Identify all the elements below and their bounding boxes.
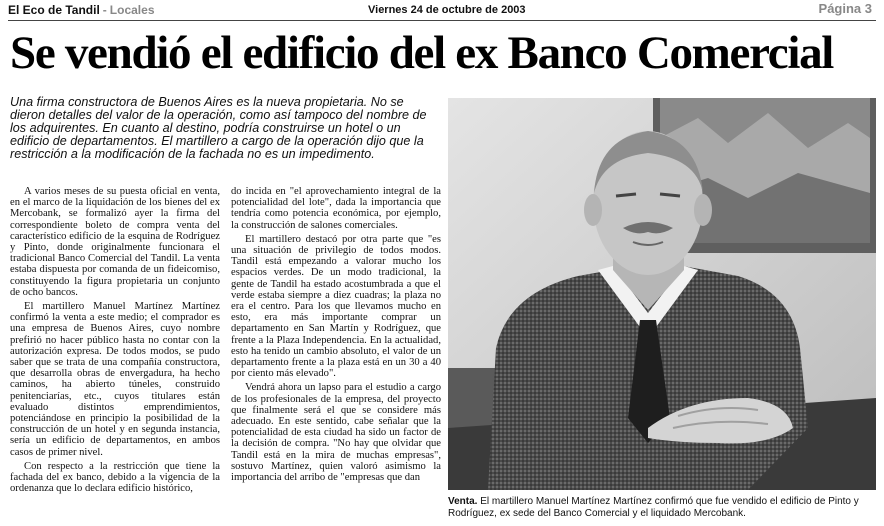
body-paragraph: El martillero Manuel Martínez Martínez confirmó la venta a este medio; el comprador es una empresa de Buenos Aires, cuyo nombre prefirió no hacer público hasta no contar con la autorización expresa. De todos modos, se pudo saber que se trata de una compañía constructora, que desarrolla obras de envergadura, ha hecho caminos, ha abierto túneles, construido penitenciarías, etc., cuyos titulares están evaluado distintos emprendimientos, potenciándose en principio la posibilidad de la construcción de un hotel y en segunda instancia, sería un edificio de departamentos, en ambos casos de primer nivel.: [10, 301, 220, 458]
body-paragraph: Con respecto a la restricción que tiene la fachada del ex banco, debido a la vigencia de la ordenanza que lo declara edificio histórico,: [10, 460, 220, 495]
lead-paragraph: Una firma constructora de Buenos Aires es la nueva propietaria. No se dieron detalles del valor de la operación, como así tampoco del nombre de los adquirentes. En cuanto al destino, podría construirse un hotel o un edificio de departamentos. El martillero a cargo de la operación dijo que la restricción a la modificación de la fachada no es un impedimento.: [10, 95, 427, 161]
issue-date: Viernes 24 de octubre de 2003: [368, 4, 526, 16]
newspaper-name: El Eco de Tandil: [8, 3, 100, 17]
photo-caption: [448, 496, 878, 520]
news-photo: [448, 98, 876, 490]
caption-label: Venta.: [448, 496, 478, 507]
body-column-1: [10, 186, 220, 526]
masthead: [8, 3, 155, 17]
body-column-2: [231, 186, 441, 526]
page-header: [8, 0, 876, 21]
body-paragraph: Vendrá ahora un lapso para el estudio a cargo de los profesionales de la empresa, del proyecto que finalmente será el que se considere más adecuado. En este sentido, cabe señalar que la potencialidad de esta ciudad ha sido un factor de la decisión de compra. "No hay que olvidar que Tandil está en la mira de muchas empresas", sostuvo Martínez, quien valoró asimismo la importancia del arribo de "empresas que dan: [231, 382, 441, 484]
header-separator: -: [102, 3, 107, 17]
body-paragraph: do incida en "el aprovechamiento integral de la potencialidad del lote", dada la importancia que tendría como potencia económica, por ejemplo, la construcción de salones comerciales.: [231, 186, 441, 231]
section-name: Locales: [109, 3, 155, 17]
photo-illustration: [448, 98, 876, 490]
page-number: Página 3: [818, 1, 872, 16]
body-paragraph: A varios meses de su puesta oficial en venta, en el marco de la liquidación de los bienes del ex Mercobank, se formalizó ayer la firma del correspondiente boleto de compra venta del característico edificio de la esquina de Rodríguez y Pinto, donde originalmente funcionara el tradicional Banco Comercial del Tandil. La venta estaba dispuesta por comanda de un fideicomiso, constituyendo la figura propietaria un conjunto de ocho bancos.: [10, 186, 220, 298]
headline: Se vendió el edificio del ex Banco Comercial: [10, 27, 834, 79]
caption-text: El martillero Manuel Martínez Martínez confirmó que fue vendido el edificio de Pinto y Rodríguez, ex sede del Banco Comercial y el liquidado Mercobank.: [448, 496, 859, 519]
body-paragraph: El martillero destacó por otra parte que "es una situación de privilegio de todos modos. Tandil está empezando a valorar mucho los espacios verdes. De un modo tradicional, la gente de Tandil ha estado acostumbrada a que el verde estaba siempre a diez cuadras; la plaza no era el centro. Para los que llevamos mucho en esto, era más importante comprar un departamento en San Martín y Rodríguez, que frente a la Plaza Independencia. En la actualidad, esto ha tenido un cambio absoluto, el valor de un departamento frente a la plaza está en un 30 a 40 por ciento más elevado".: [231, 233, 441, 380]
